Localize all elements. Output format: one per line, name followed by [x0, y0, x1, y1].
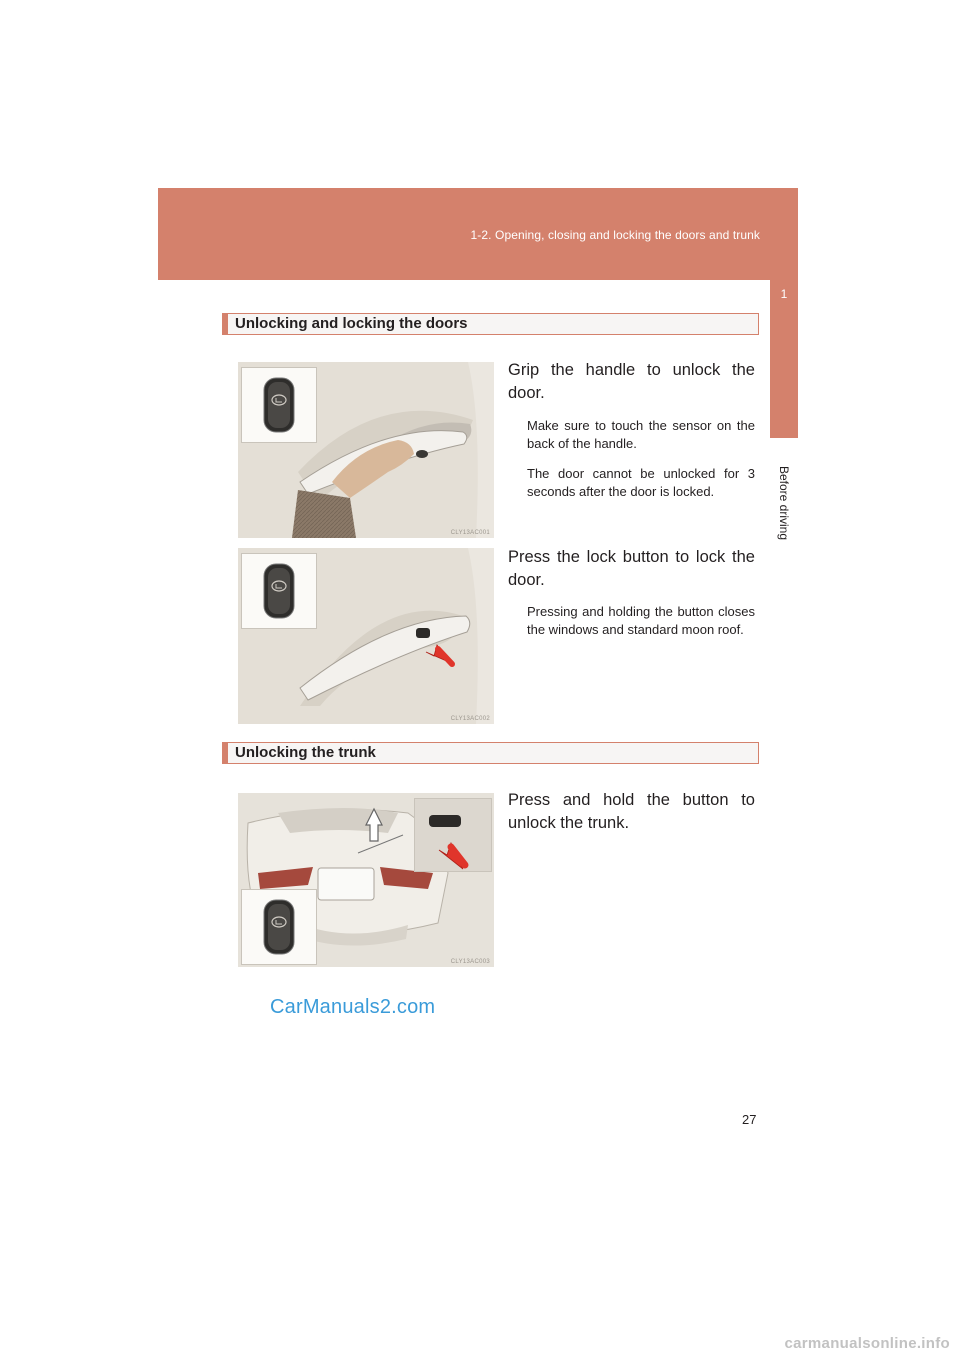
section-header-trunk: [222, 742, 759, 764]
smart-key-inset: [241, 553, 317, 629]
chapter-tab: [770, 280, 798, 438]
chapter-label-text: Before driving: [777, 465, 791, 541]
chapter-header: [158, 188, 798, 280]
trunk-button-icon: [415, 799, 491, 871]
figure-code: CLY13AC002: [450, 716, 490, 722]
section-header-doors: [222, 313, 759, 335]
figure-grip-handle: [238, 362, 494, 538]
page-number: 27: [742, 1112, 757, 1127]
figure-code: CLY13AC001: [450, 530, 490, 536]
chapter-label: [770, 448, 798, 558]
step-text-unlock: Grip the handle to unlock the door.: [508, 361, 755, 402]
smart-key-inset: [241, 889, 317, 965]
smart-key-icon: [242, 554, 316, 628]
smart-key-icon: [242, 368, 316, 442]
chapter-number: 1: [780, 287, 788, 301]
note-windows: Pressing and holding the button closes the windows and standard moon roof.: [527, 604, 755, 637]
step-text-trunk: Press and hold the button to unlock the trunk.: [508, 791, 755, 832]
note-sensor: Make sure to touch the sensor on the back of the handle.: [527, 418, 755, 451]
chapter-title: 1-2. Opening, closing and locking the doors and trunk: [470, 228, 760, 242]
smart-key-icon: [242, 890, 316, 964]
section-title: Unlocking the trunk: [235, 744, 376, 761]
note-lock-delay: The door cannot be unlocked for 3 seconds after the door is locked.: [527, 466, 755, 499]
section-title: Unlocking and locking the doors: [235, 315, 468, 332]
figure-lock-button: [238, 548, 494, 724]
figure-code: CLY13AC003: [450, 959, 490, 965]
figure-trunk: [238, 793, 494, 967]
step-text-lock: Press the lock button to lock the door.: [508, 548, 755, 589]
trunk-button-inset: [414, 798, 492, 872]
smart-key-inset: [241, 367, 317, 443]
footer-watermark[interactable]: carmanualsonline.info: [784, 1335, 950, 1352]
watermark[interactable]: CarManuals2.com: [270, 996, 436, 1018]
